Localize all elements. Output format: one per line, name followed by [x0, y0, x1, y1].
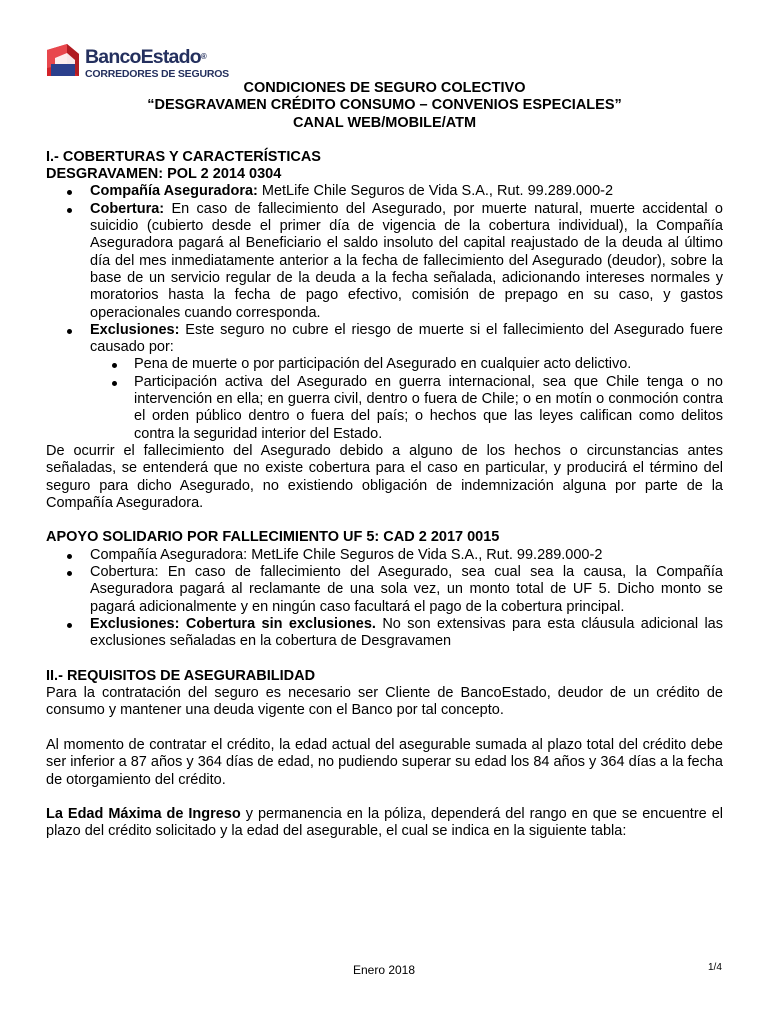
list-item: Exclusiones: Este seguro no cubre el riesgo de muerte si el fallecimiento del Asegurado fuere causado por:: [46, 322, 723, 357]
document-title: [46, 80, 723, 132]
desgravamen-policy-heading: DESGRAVAMEN: POL 2 2014 0304: [46, 166, 282, 183]
list-item: Pena de muerte o por participación del Asegurado en cualquier acto delictivo.: [46, 356, 723, 373]
page-number: 1/4: [708, 962, 722, 973]
section-1-heading: I.- COBERTURAS Y CARACTERÍSTICAS: [46, 148, 321, 165]
exclusions-paragraph: De ocurrir el fallecimiento del Asegurado debido a alguno de los hechos o circunstancias antes señaladas, se entenderá que no existe cobertura para el caso en particular, y producirá el término del seguro para dicho Asegurado, no existiendo obligación de indemnización alguna por parte de la Compañía Aseguradora.: [46, 442, 723, 511]
bullet-icon: [112, 363, 117, 368]
bullet-icon: [67, 571, 72, 576]
bullet-icon: [67, 554, 72, 559]
list-item: Compañía Aseguradora: MetLife Chile Seguros de Vida S.A., Rut. 99.289.000-2: [46, 547, 723, 564]
title-line-1: CONDICIONES DE SEGURO COLECTIVO: [243, 80, 526, 96]
bullet-icon: [67, 208, 72, 213]
list-item: Cobertura: En caso de fallecimiento del Asegurado, sea cual sea la causa, la Compañía Aseguradora pagará al reclamante de una sola vez, un monto total de UF 5. Dicho monto se pagará adicionalmente y en ningún caso facultará el pago de la cobertura principal.: [46, 564, 723, 616]
bullet-icon: [112, 381, 117, 386]
document-body: [46, 80, 723, 841]
section-2-heading: II.- REQUISITOS DE ASEGURABILIDAD: [46, 667, 316, 684]
footer-date: Enero 2018: [352, 963, 416, 977]
requirements-paragraph-2: Al momento de contratar el crédito, la edad actual del asegurable sumada al plazo total del crédito debe ser inferior a 87 años y 364 días de edad, no pudiendo superar su edad los 84 años y 364 días a la fecha de otorgamiento del crédito.: [46, 736, 723, 788]
logo-brand-text: BancoEstado®: [85, 46, 206, 68]
title-line-2: “DESGRAVAMEN CRÉDITO CONSUMO – CONVENIOS ESPECIALES”: [147, 97, 622, 114]
bullet-icon: [67, 329, 72, 334]
apoyo-solidario-list: [46, 547, 723, 651]
requirements-paragraph-1: Para la contratación del seguro es necesario ser Cliente de BancoEstado, deudor de un crédito de consumo y mantener una deuda vigente con el Banco por tal concepto.: [46, 685, 723, 719]
title-line-3: CANAL WEB/MOBILE/ATM: [292, 114, 477, 131]
bancoestado-logo: [45, 44, 235, 82]
list-item: Exclusiones: Cobertura sin exclusiones. No son extensivas para esta cláusula adicional las exclusiones señaladas en la cobertura de Desgravamen: [46, 616, 723, 651]
coverage-list: [46, 183, 723, 356]
list-item: Compañía Aseguradora: MetLife Chile Seguros de Vida S.A., Rut. 99.289.000-2: [46, 183, 723, 200]
list-item: Participación activa del Asegurado en guerra internacional, sea que Chile tenga o no intervención en ella; en guerra civil, dentro o fuera de Chile; o en motín o conmoción contra el orden público dentro o fuera del país; o hechos que las leyes califican como delitos contra la seguridad interior del Estado.: [46, 374, 723, 443]
house-emblem-icon: [45, 44, 81, 78]
exclusions-list: [46, 356, 723, 442]
logo-subtitle: CORREDORES DE SEGUROS: [85, 68, 229, 80]
list-item: Cobertura: En caso de fallecimiento del Asegurado, por muerte natural, muerte accidental o suicidio (cubierto desde el primer día de vigencia de la cobertura individual), la Compañía Aseguradora pagará al Beneficiario el saldo insoluto del capital reajustado de la deuda al último día del mes inmediatamente anterior a la fecha de fallecimiento del Asegurado (deudor), sobre la base de un servicio regular de la deuda a la fecha señalada, adicionando intereses normales y moratorios hasta la fecha de pago efectivo, comisión de prepago en su caso, y gastos operacionales cuando corresponda.: [46, 201, 723, 322]
requirements-paragraph-3: La Edad Máxima de Ingreso y permanencia en la póliza, dependerá del rango en que se encuentre el plazo del crédito solicitado y la edad del asegurable, el cual se indica en la siguiente tabla:: [46, 806, 723, 840]
bullet-icon: [67, 190, 72, 195]
bullet-icon: [67, 623, 72, 628]
apoyo-solidario-heading: APOYO SOLIDARIO POR FALLECIMIENTO UF 5: CAD 2 2017 0015: [46, 529, 500, 546]
